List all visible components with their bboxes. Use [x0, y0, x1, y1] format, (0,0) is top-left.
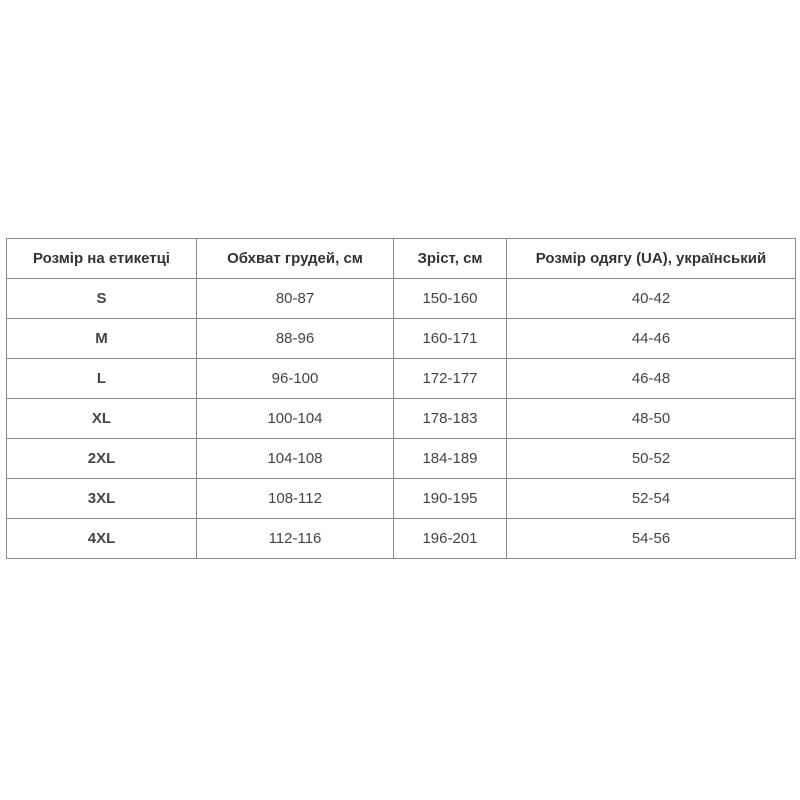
table-row [7, 519, 796, 559]
header-chest: Обхват грудей, см [197, 239, 394, 279]
header-row [7, 239, 796, 279]
ua-size-cell: 50-52 [507, 439, 796, 479]
size-label-cell: L [7, 359, 197, 399]
height-cell: 150-160 [394, 279, 507, 319]
chest-cell: 80-87 [197, 279, 394, 319]
chest-cell: 108-112 [197, 479, 394, 519]
table-row [7, 399, 796, 439]
table-row [7, 319, 796, 359]
ua-size-cell: 54-56 [507, 519, 796, 559]
height-cell: 190-195 [394, 479, 507, 519]
size-label-cell: XL [7, 399, 197, 439]
size-chart-table [6, 238, 796, 559]
table-row [7, 279, 796, 319]
table-row [7, 479, 796, 519]
height-cell: 160-171 [394, 319, 507, 359]
ua-size-cell: 40-42 [507, 279, 796, 319]
chest-cell: 88-96 [197, 319, 394, 359]
header-height: Зріст, см [394, 239, 507, 279]
table-body [7, 279, 796, 559]
ua-size-cell: 48-50 [507, 399, 796, 439]
size-label-cell: S [7, 279, 197, 319]
size-label-cell: 3XL [7, 479, 197, 519]
chest-cell: 100-104 [197, 399, 394, 439]
chest-cell: 104-108 [197, 439, 394, 479]
table-row [7, 359, 796, 399]
table-header [7, 239, 796, 279]
height-cell: 184-189 [394, 439, 507, 479]
header-ua-size: Розмір одягу (UA), український [507, 239, 796, 279]
size-label-cell: 4XL [7, 519, 197, 559]
height-cell: 178-183 [394, 399, 507, 439]
chest-cell: 96-100 [197, 359, 394, 399]
ua-size-cell: 44-46 [507, 319, 796, 359]
ua-size-cell: 46-48 [507, 359, 796, 399]
height-cell: 172-177 [394, 359, 507, 399]
size-label-cell: 2XL [7, 439, 197, 479]
size-label-cell: M [7, 319, 197, 359]
ua-size-cell: 52-54 [507, 479, 796, 519]
table-row [7, 439, 796, 479]
height-cell: 196-201 [394, 519, 507, 559]
header-label-size: Розмір на етикетці [7, 239, 197, 279]
chest-cell: 112-116 [197, 519, 394, 559]
